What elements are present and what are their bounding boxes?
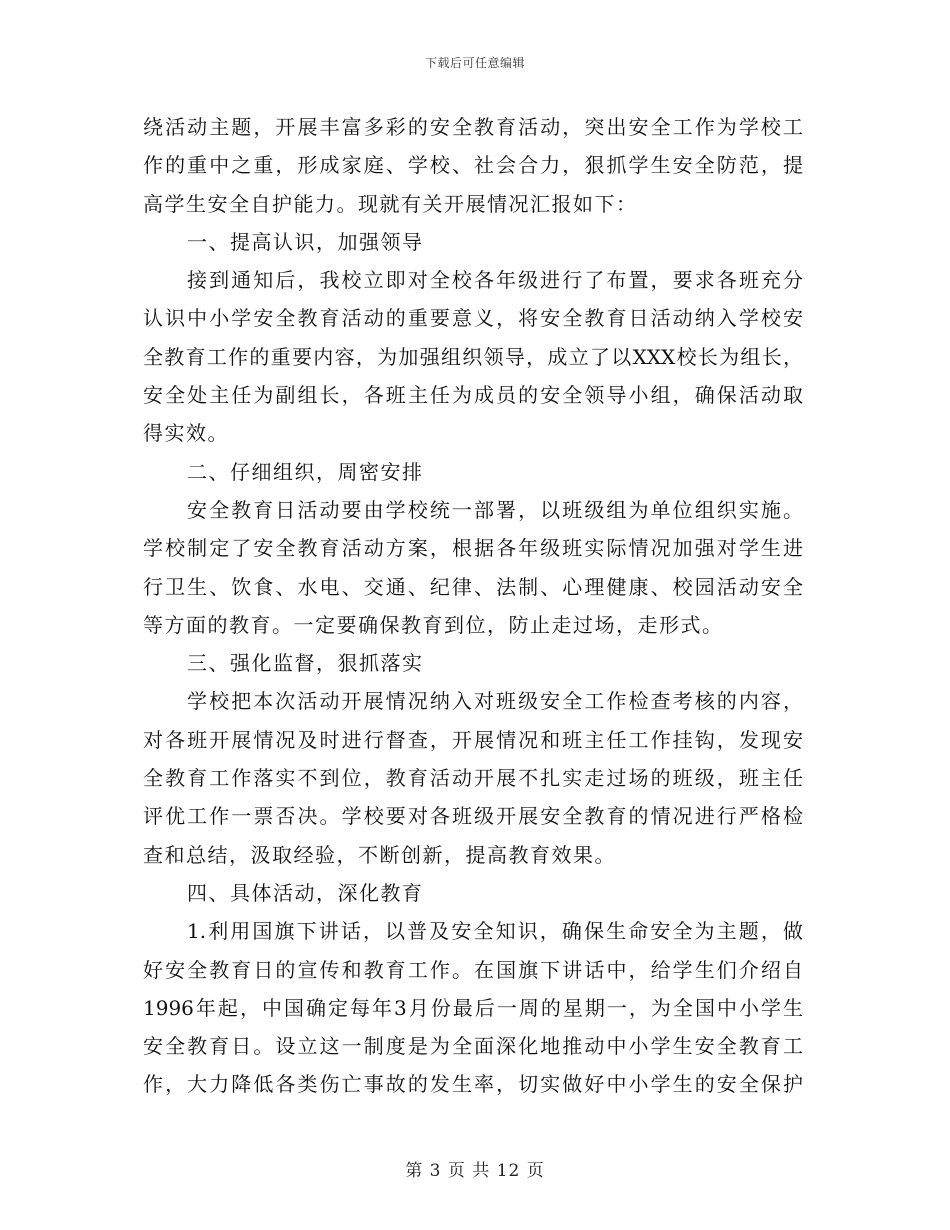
body-line: 对各班开展情况及时进行督查，开展情况和班主任工作挂钩，发现安 — [143, 727, 803, 752]
section-heading: 一、提高认识，加强领导 — [187, 229, 424, 254]
body-line: 作，大力降低各类伤亡事故的发生率，切实做好中小学生的安全保护 — [143, 1072, 803, 1097]
page-header-note: 下载后可任意编辑 — [424, 56, 525, 70]
body-line: 1996年起，中国确定每年3月份最后一周的星期一，为全国中小学生 — [143, 995, 803, 1020]
section-heading: 二、仔细组织，周密安排 — [187, 459, 424, 484]
body-line: 作的重中之重，形成家庭、学校、社会合力，狠抓学生安全防范，提 — [143, 153, 803, 178]
body-line: 高学生安全自护能力。现就有关开展情况汇报如下： — [143, 191, 638, 216]
body-line: 安全教育日。设立这一制度是为全面深化地推动中小学生安全教育工 — [143, 1034, 803, 1059]
body-line: 好安全教育日的宣传和教育工作。在国旗下讲话中，给学生们介绍自 — [143, 957, 803, 982]
body-line: 等方面的教育。一定要确保教育到位，防止走过场，走形式。 — [143, 612, 724, 637]
body-line: 全教育工作落实不到位，教育活动开展不扎实走过场的班级，班主任 — [143, 766, 803, 791]
body-line: 查和总结，汲取经验，不断创新，提高教育效果。 — [143, 842, 616, 867]
body-line: 学校把本次活动开展情况纳入对班级安全工作检查考核的内容， — [187, 689, 803, 714]
body-line: 行卫生、饮食、水电、交通、纪律、法制、心理健康、校园活动安全 — [143, 574, 803, 599]
body-line: 认识中小学安全教育活动的重要意义，将安全教育日活动纳入学校安 — [143, 306, 803, 331]
section-heading: 三、强化监督，狠抓落实 — [187, 651, 424, 676]
body-line: 得实效。 — [143, 421, 229, 446]
section-heading: 四、具体活动，深化教育 — [187, 880, 424, 905]
body-line: 全教育工作的重要内容，为加强组织领导，成立了以XXX校长为组长， — [143, 344, 803, 369]
body-line: 学校制定了安全教育活动方案，根据各年级班实际情况加强对学生进 — [143, 536, 803, 561]
page-number: 第 3 页 共 12 页 — [405, 1161, 545, 1181]
body-line: 安全处主任为副组长，各班主任为成员的安全领导小组，确保活动取 — [143, 383, 803, 408]
body-line: 接到通知后，我校立即对全校各年级进行了布置，要求各班充分 — [187, 268, 803, 293]
body-line: 1.利用国旗下讲话，以普及安全知识，确保生命安全为主题，做 — [187, 919, 803, 944]
body-line: 绕活动主题，开展丰富多彩的安全教育活动，突出安全工作为学校工 — [143, 115, 803, 139]
document-body — [143, 108, 803, 1104]
body-line: 评优工作一票否决。学校要对各班级开展安全教育的情况进行严格检 — [143, 804, 803, 829]
body-line: 安全教育日活动要由学校统一部署，以班级组为单位组织实施。 — [187, 497, 803, 522]
